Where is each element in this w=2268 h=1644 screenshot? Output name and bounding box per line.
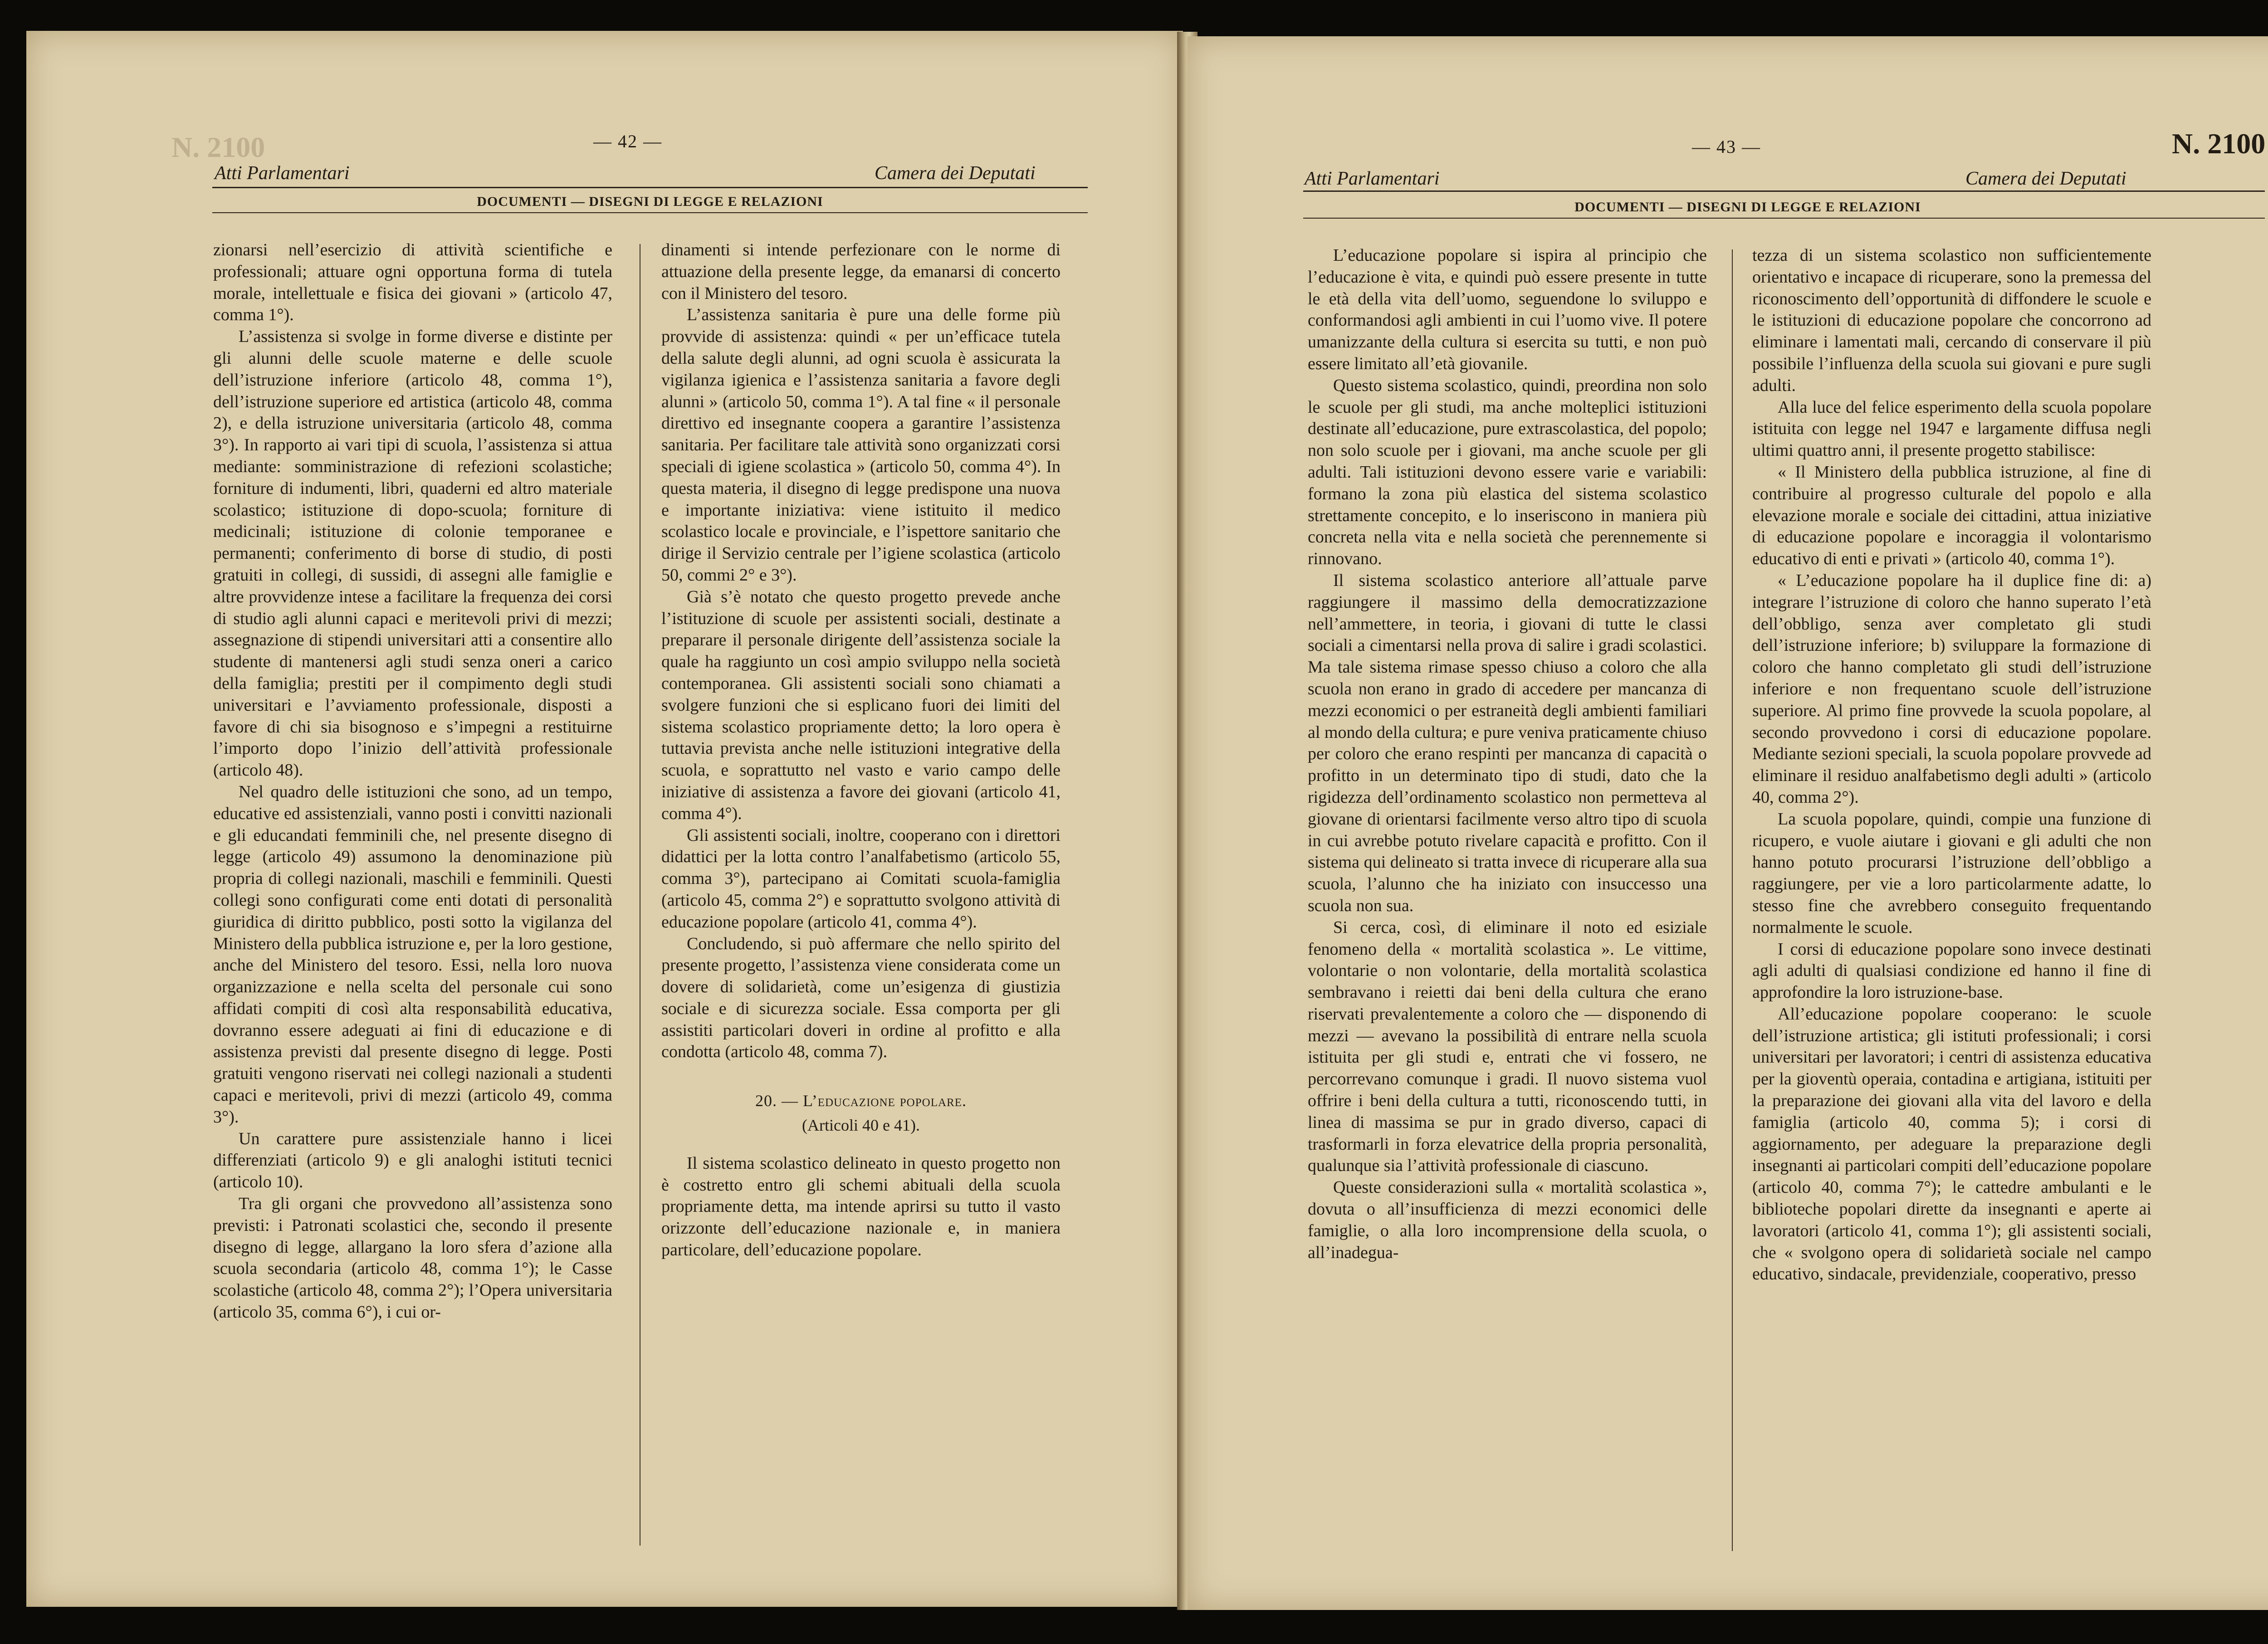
paragraph: I corsi di educazione popolare sono invece destinati agli adulti di qualsiasi condizione ed hanno il fine di approfondire la loro istruzione-base. [1752, 939, 2151, 1002]
paragraph: L’educazione popolare si ispira al principio che l’educazione è vita, e quindi può essere presente in tutte le età della vita dell’uomo, seguendone lo sviluppo e conformandosi agli ambienti in cui l’uomo vive. Il potere umanizzante della cultura si esercita su tutti, e non può essere limitato all’età giovanile. [1308, 246, 1707, 373]
section-subheader: DOCUMENTI — DISEGNI DI LEGGE E RELAZIONI [1574, 200, 1921, 215]
running-head-right: Camera dei Deputati [875, 163, 1036, 184]
paragraph: Un carattere pure assistenziale hanno i licei differenziati (articolo 9) e gli analoghi istituti tecnici (articolo 10). [213, 1129, 612, 1192]
paragraph: Alla luce del felice esperimento della scuola popolare istituita con legge nel 1947 e largamente diffusa negli ultimi quattro anni, il presente progetto stabilisce: [1752, 397, 2151, 460]
header-rule [212, 187, 1088, 188]
paragraph: tezza di un sistema scolastico non sufficientemente orientativo e incapace di ricuperare, sono la premessa del riconoscimento dell’opportunità di diffondere le scuole e le istituzioni di educazione popolare che concorrono ad eliminare i lamentati mali, cercando di conservare il più possibile l’influenza della scuola sui giovani e pure sugli adulti. [1752, 246, 2151, 395]
page-number: — 42 — [593, 131, 662, 151]
paragraph: L’assistenza si svolge in forme diverse e distinte per gli alunni delle scuole materne e delle scuole dell’istruzione inferiore (articolo 48, comma 1°), dell’istruzione superiore ed artistica (articolo 48, comma 2), e della istruzione universitaria (articolo 48, comma 3°). In rapporto ai vari tipi di scuola, l’assistenza si attua mediante: somministrazione di refezioni scolastiche; forniture di indumenti, libri, quaderni ed altro materiale scolastico; istituzione di dopo-scuola; forniture di medicinali; istituzione di colonie temporanee e permanenti; conferimento di borse di studio, di posti gratuiti in collegi, di sussidi, di assegni alle famiglie e altre provvidenze intese a facilitare la frequenza dei corsi di studio agli alunni capaci e meritevoli privi di mezzi; assegnazione di stipendi universitari atti a consentire allo studente di mantenersi agli studi senza oneri a carico della famiglia; prestiti per il compimento degli studi universitari e l’avviamento professionale, disposti a favore di chi sia bisognoso e s’impegni a restituirne l’importo dopo l’inizio dell’attività professionale (articolo 48). [213, 327, 612, 780]
paragraph: Queste considerazioni sulla « mortalità scolastica », dovuta o all’insufficienza di mezzi economici delle famiglie, o alla loro incomprensione della scuola, o all’inadegua- [1308, 1178, 1707, 1262]
column-divider [1732, 249, 1733, 1551]
paragraph: zionarsi nell’esercizio di attività scientifiche e professionali; attuare ogni opportuna forma di tutela morale, intellettuale e fisica dei giovani » (articolo 47, comma 1°). [213, 240, 612, 325]
paragraph: Gli assistenti sociali, inoltre, cooperano con i direttori didattici per la lotta contro l’analfabetismo (articolo 55, comma 3°), partecipano ai Comitati scuola-famiglia (articolo 45, comma 2°) e soprattutto svolgono attività di educazione popolare (articolo 41, comma 4°). [661, 825, 1061, 932]
left-page-column-1 [213, 239, 612, 1323]
running-head-left: Atti Parlamentari [1305, 168, 1440, 189]
paragraph: Tra gli organi che provvedono all’assistenza sono previsti: i Patronati scolastici che, secondo il presente disegno di legge, allargano la loro sfera d’azione alla scuola secondaria (articolo 48, comma 1°); le Casse scolastiche (articolo 48, comma 2°); l’Opera universitaria (articolo 35, comma 6°), i cui or- [213, 1194, 612, 1322]
left-page-column-2 [661, 239, 1061, 1261]
left-page-header [26, 31, 1183, 212]
section-subheading: (Articoli 40 e 41). [802, 1116, 920, 1135]
paragraph: Il sistema scolastico delineato in questo progetto non è costretto entro gli schemi abituali della scuola propriamente detta, ma intende aprirsi su tutto il vasto orizzonte dell’educazione nazionale e, in maniera particolare, dell’educazione popolare. [661, 1153, 1061, 1260]
paragraph: Questo sistema scolastico, quindi, preordina non solo le scuole per gli studi, ma anche molteplici istituzioni destinate all’educazione, pure extrascolastica, del popolo; non solo scuole per i giovani, ma anche scuole per gli adulti. Tali istituzioni devono essere varie e variabili: formano la zona più elastica del sistema scolastico strettamente concepito, e lo inseriscono in maniera più concreta nella vita e nella società che perennemente si rinnovano. [1308, 376, 1707, 569]
paragraph: La scuola popolare, quindi, compie una funzione di ricupero, e vuole aiutare i giovani e gli adulti che non hanno potuto procurarsi l’istruzione dell’obbligo a raggiungere, per vie a loro particolarmente adatte, lo stesso fine che avrebbero conseguito frequentando normalmente le scuole. [1752, 809, 2151, 937]
right-page [1188, 36, 2268, 1610]
header-rule-bottom [1303, 218, 2265, 219]
paragraph: Nel quadro delle istituzioni che sono, ad un tempo, educative ed assistenziali, vanno posti i convitti nazionali e gli educandati femminili che, nel presente disegno di legge (articolo 49) assumono la denominazione più propria di collegi nazionali, maschili e femminili. Questi collegi sono configurati come enti dotati di personalità giuridica di diritto pubblico, posti sotto la vigilanza del Ministero della pubblica istruzione e, per la loro gestione, anche del Ministero del tesoro. Essi, nella loro nuova organizzazione e nella scelta del personale cui sono affidati compiti di così alta responsabilità educativa, dovranno essere adeguati ai fini di educazione e di assistenza previsti dal presente disegno di legge. Posti gratuiti vengono riservati nei collegi nazionali a studenti capaci e meritevoli, privi di mezzi (articolo 49, comma 3°). [213, 782, 612, 1127]
paragraph: All’educazione popolare cooperano: le scuole dell’istruzione artistica; gli istituti professionali; i corsi universitari per lavoratori; i centri di assistenza educativa per la gioventù operaia, contadina e artigiana, istituiti per la preparazione dei giovani alla vita del lavoro e della famiglia (articolo 40, comma 5); i corsi di aggiornamento, per adeguare la preparazione degli insegnanti ai particolari compiti dell’educazione popolare (articolo 40, comma 7°); le cattedre ambulanti e le biblioteche popolari dirette da insegnanti e aperte ai lavoratori (articolo 41, comma 1°); gli assistenti sociali, che « svolgono opera di solidarietà sociale nel campo educativo, sindacale, previdenziale, cooperativo, presso [1752, 1004, 2151, 1284]
running-head-left: Atti Parlamentari [215, 163, 350, 184]
header-rule [1303, 190, 2265, 192]
paragraph: Si cerca, così, di eliminare il noto ed esiziale fenomeno della « mortalità scolastica ». Le vittime, volontarie o non volontarie, della mortalità scolastica sembravano i reietti dai beni della cultura che erano riservati prevalentemente a coloro che — disponendo di mezzi — avevano la possibilità di entrare nella scuola istituita per gli studi e, entrati che vi fossero, ne percorrevano comunque i gradi. Il nuovo sistema vuol offrire i beni della cultura a tutti, riconoscendo tutti, in linea di massima se pur in grado diverso, capaci di trasformarli in forza elevatrice della propria personalità, qualunque sia l’attività professionale di ciascuno. [1308, 917, 1707, 1176]
section-heading: 20. — L’educazione popolare. [755, 1092, 967, 1110]
page-number: — 43 — [1692, 137, 1761, 157]
paragraph: dinamenti si intende perfezionare con le norme di attuazione della presente legge, da emanarsi di concerto con il Ministero del tesoro. [661, 240, 1061, 303]
paragraph: Già s’è notato che questo progetto prevede anche l’istituzione di scuole per assistenti sociali, destinate a preparare il personale dirigente dell’assistenza sociale la quale ha raggiunto un così ampio sviluppo nella società contemporanea. Gli assistenti sociali sono chiamati a svolgere funzioni che si esplicano fuori dei limiti del sistema scolastico propriamente detto; la loro opera è tuttavia prevista anche nelle istituzioni integrative della scuola, e soprattutto nel vasto e vario campo delle iniziative di assistenza a favore dei giovani (articolo 41, comma 4°). [661, 587, 1061, 823]
bill-number: N. 2100 [2172, 127, 2266, 160]
left-page [26, 31, 1183, 1607]
paragraph: Concludendo, si può affermare che nello spirito del presente progetto, l’assistenza viene considerata come un dovere di solidarietà, come un’esigenza di giustizia sociale e di sicurezza sociale. Essa comporta per gli assistiti particolari doveri in ordine al profitto e alla condotta (articolo 48, comma 7). [661, 934, 1061, 1062]
right-page-header [1188, 36, 2268, 218]
paragraph: Il sistema scolastico anteriore all’attuale parve raggiungere il massimo della democratizzazione nell’ammettere, in teoria, i giovani di tutte le classi sociali a cimentarsi nella prova di salire i gradi scolastici. Ma tale sistema rimase spesso chiuso a coloro che alla scuola non erano in grado di accedere per mancanza di mezzi economici o per estraneità degli ambienti familiari al mondo della cultura; e pure veniva praticamente chiuso per coloro che erano respinti per mancanza di capacità o profitto in un determinato tipo di studi, dato che la rigidezza dell’ordinamento scolastico non permetteva al giovane di orientarsi facilmente verso altro tipo di scuola in cui avrebbe potuto rivelare capacità e profitto. Con il sistema qui delineato si tratta invece di ricuperare alla sua scuola, l’alunno che ha iniziato con insuccesso una scuola non sua. [1308, 571, 1707, 915]
right-page-column-2 [1752, 245, 2151, 1285]
paragraph: « L’educazione popolare ha il duplice fine di: a) integrare l’istruzione di coloro che hanno superato l’età dell’obbligo, senza aver completato gli studi dell’istruzione inferiore; b) sviluppare la formazione di coloro che hanno completato gli studi dell’istruzione inferiore e non frequentano scuole dell’istruzione superiore. Al primo fine provvede la scuola popolare, al secondo provvedono i corsi di educazione popolare. Mediante sezioni speciali, la scuola popolare provvede ad eliminare il residuo analfabetismo degli adulti » (articolo 40, comma 2°). [1752, 571, 2151, 807]
faint-stamp: N. 2100 [171, 131, 265, 163]
paragraph: L’assistenza sanitaria è pure una delle forme più provvide di assistenza: quindi « per un’efficace tutela della salute degli alunni, ad ogni scuola è assicurata la vigilanza igienica e l’assistenza sanitaria a favore degli alunni » (articolo 50, comma 1°). A tal fine « il personale direttivo ed insegnante coopera a garantire l’assistenza sanitaria. Per facilitare tale attività sono organizzati corsi speciali di igiene scolastica » (articolo 50, comma 4°). In questa materia, il disegno di legge predispone una nuova e importante iniziativa: viene istituito il medico scolastico locale e provinciale, e l’ispettore sanitario che dirige il Servizio centrale per l’igiene scolastica (articolo 50, commi 2° e 3°). [661, 305, 1061, 585]
paragraph: « Il Ministero della pubblica istruzione, al fine di contribuire al progresso culturale del popolo e alla elevazione morale e sociale dei cittadini, attua iniziative di educazione popolare e incoraggia il volontarismo educativo di enti e privati » (articolo 40, comma 1°). [1752, 462, 2151, 569]
section-subheader: DOCUMENTI — DISEGNI DI LEGGE E RELAZIONI [477, 194, 823, 209]
header-rule-bottom [212, 212, 1088, 213]
running-head-right: Camera dei Deputati [1965, 168, 2126, 189]
right-page-column-1 [1308, 245, 1707, 1263]
